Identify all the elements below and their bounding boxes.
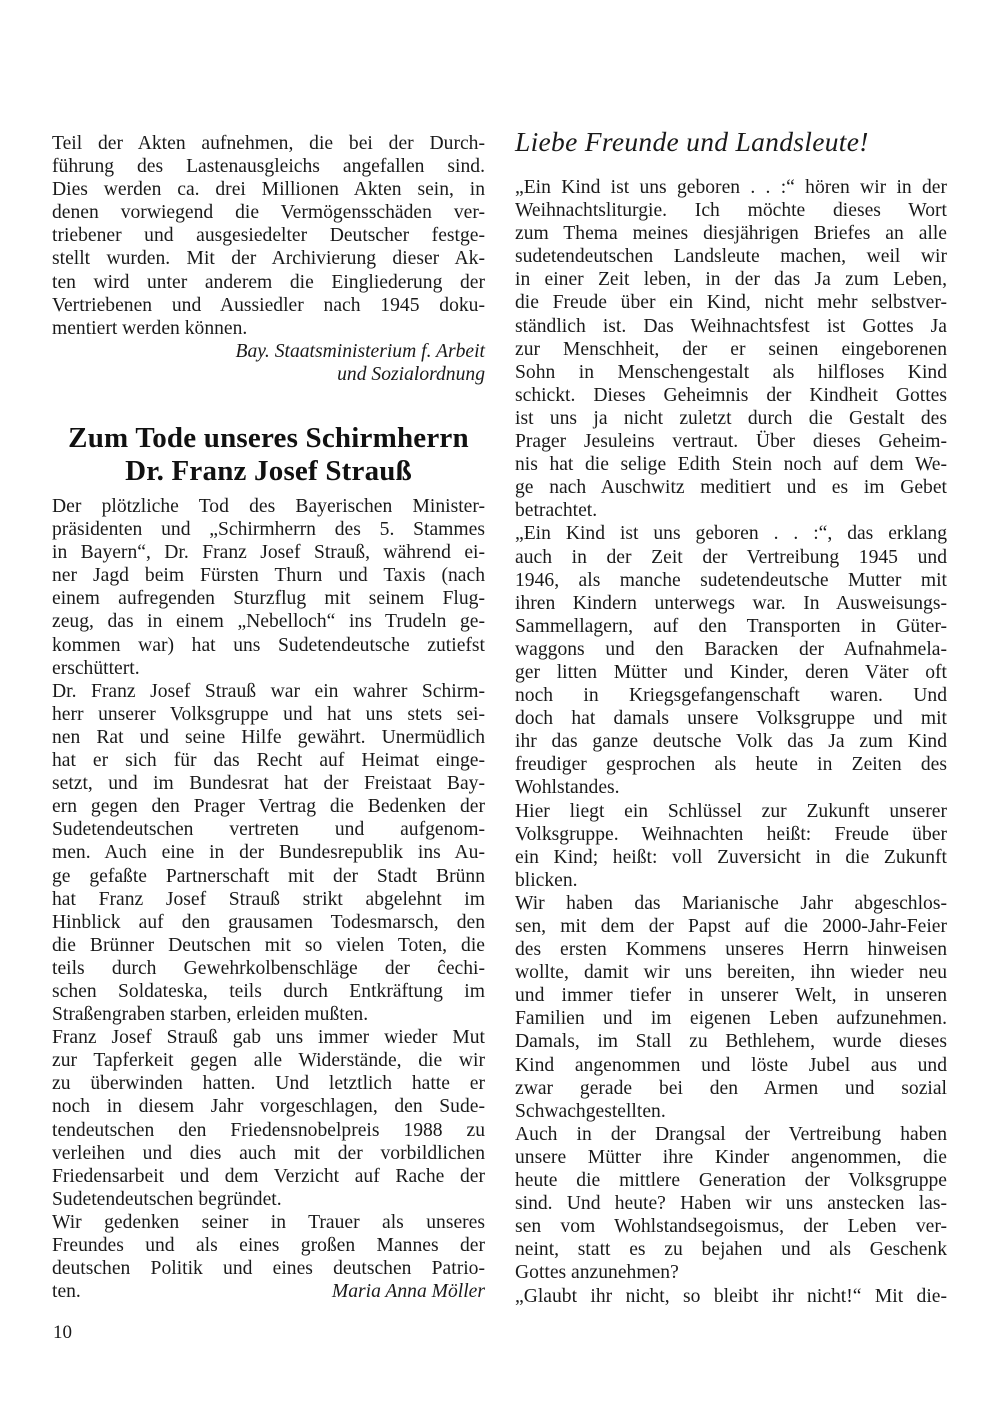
text-line: Franz Josef Strauß gab uns immer wieder Mut (52, 1027, 485, 1049)
text-line: mentiert werden können. (52, 317, 248, 339)
text-line: einem aufregenden Sturzflug mit seinem Flug- (52, 588, 485, 610)
text-line: Straßengraben starben, erleiden mußten. (52, 1004, 369, 1026)
text-line: Volksgruppe. Weihnachten heißt: Freude über (515, 823, 947, 845)
text-line: Sudetendeutschen begründet. (52, 1188, 282, 1210)
text-line: auch in der Zeit der Vertreibung 1945 und (515, 546, 947, 568)
text-line: Damals, im Stall zu Bethlehem, wurde dieses (515, 1031, 947, 1053)
text-line: triebener und ausgesiedelter Deutscher festge- (52, 225, 485, 247)
text-line: die Brünner Deutschen mit so vielen Toten, die (52, 934, 485, 956)
text-line: Gottes anzunehmen? (515, 1262, 679, 1284)
text-line: Prager Jesuleins vertraut. Über dieses Geheim- (515, 431, 947, 453)
text-line: die Freude über ein Kind, nicht mehr selbstver- (515, 292, 947, 314)
text-line: nen Rat und seine Hilfe gewährt. Unermüdlich (52, 726, 485, 748)
text-line: Teil der Akten aufnehmen, die bei der Durch- (52, 133, 485, 154)
text-line: ein Kind; heißt: voll Zuversicht in die Zukunft (515, 846, 947, 868)
text-line: Weihnachtsliturgie. Ich möchte dieses Wort (515, 200, 947, 222)
text-line: hat Franz Josef Strauß strikt abgelehnt im (52, 888, 485, 910)
text-line: zur Tapferkeit gegen alle Widerstände, die wir (52, 1050, 485, 1072)
text-line: stellt wurden. Mit der Archivierung dieser Ak- (52, 248, 485, 270)
text-line: ner Jagd beim Fürsten Thurn und Taxis (nach (52, 565, 485, 587)
text-line: wollte, damit wir uns bereiten, ihn wieder neu (515, 962, 947, 984)
text-line: zum Thema meines diesjährigen Briefes an alle (515, 223, 947, 245)
article-title (52, 422, 485, 488)
text-line: Sudetendeutschen vertreten und aufgenom- (52, 819, 485, 841)
text-line: „Ein Kind ist uns geboren . . :“ hören wir in der (515, 177, 947, 198)
text-line: Friedensarbeit und dem Verzicht auf Rache der (52, 1165, 485, 1187)
text-line: Dies werden ca. drei Millionen Akten sein, in (52, 179, 485, 201)
text-line: neint, statt es zu bejahen und als Geschenk (515, 1239, 947, 1261)
text-line: noch in diesem Jahr vorgeschlagen, den Sude- (52, 1096, 485, 1118)
text-line: sen vom Wohlstandsegoismus, der Leben ver- (515, 1216, 947, 1238)
text-line: ern gegen den Prager Vertrag die Bedenken der (52, 796, 485, 818)
closing-line (52, 1280, 485, 1303)
intro-attribution: Bay. Staatsministerium f. Arbeit (235, 340, 485, 362)
text-line: herr unserer Volksgruppe und hat uns stets sei- (52, 703, 485, 725)
text-line: ihr das ganze deutsche Volk das Ja zum Kind (515, 731, 947, 753)
text-line: zwar gerade bei den Armen und sozial (515, 1077, 947, 1099)
text-line: Schwachgestellten. (515, 1100, 666, 1122)
text-line: ständlich ist. Das Weihnachtsfest ist Gottes Ja (515, 315, 947, 337)
text-line: Wir gedenken seiner in Trauer als unseres (52, 1211, 485, 1233)
text-line: hat er sich für das Recht auf Heimat einge- (52, 750, 485, 772)
text-line: und immer tiefer in unserer Welt, in unseren (515, 985, 947, 1007)
intro-attribution: und Sozialordnung (337, 363, 485, 385)
text-line: men. Auch eine in der Bundesrepublik ins Au- (52, 842, 485, 864)
text-line: des ersten Kommens unseres Herrn hinweisen (515, 939, 947, 961)
text-line: „Glaubt ihr nicht, so bleibt ihr nicht!“ Mit die- (515, 1285, 947, 1307)
text-line: sudetendeutschen Landsleute machen, weil wir (515, 246, 947, 268)
text-line: zu überwinden hatten. Und letztlich hatte er (52, 1073, 485, 1095)
text-line: ist uns ja nicht zuletzt durch die Gestalt des (515, 407, 947, 429)
text-line: Sammellagern, auf den Transporten in Güter- (515, 615, 947, 637)
text-line: Hinblick auf den grausamen Todesmarsch, den (52, 911, 485, 933)
text-line: betrachtet. (515, 500, 598, 522)
text-line: deutschen Politik und eines deutschen Patrio- (52, 1258, 485, 1280)
text-line: Kind angenommen und löste Jubel aus und (515, 1054, 947, 1076)
text-line: doch hat damals unsere Volksgruppe und mit (515, 708, 947, 730)
letter-title: Liebe Freunde und Landsleute! (515, 126, 869, 157)
text-line: Hier liegt ein Schlüssel zur Zukunft unserer (515, 800, 947, 822)
text-line: waggons und den Baracken der Aufnahmela- (515, 638, 947, 660)
final-word: ten. (52, 1281, 81, 1303)
text-line: ge nach Auschwitz meditiert und es im Gebet (515, 477, 947, 499)
text-line: ihren Kindern unterwegs war. In Ausweisungs- (515, 592, 947, 614)
text-line: Wohlstandes. (515, 777, 620, 799)
text-line: Der plötzliche Tod des Bayerischen Minister- (52, 496, 485, 517)
article-title-line: Dr. Franz Josef Strauß (125, 455, 412, 487)
text-line: heute die mittlere Generation der Volksgruppe (515, 1170, 947, 1192)
page-number: 10 (53, 1322, 72, 1343)
article-body (52, 495, 485, 1303)
text-line: Vertriebenen und Aussiedler nach 1945 doku- (52, 294, 485, 316)
text-line: Freundes und als eines großen Mannes der (52, 1235, 485, 1256)
text-line: Dr. Franz Josef Strauß war ein wahrer Schirm- (52, 680, 485, 702)
text-line: „Ein Kind ist uns geboren . . :“, das erklang (515, 523, 947, 545)
text-line: in einer Zeit leben, in der das Ja zum Leben, (515, 269, 947, 291)
text-line: tendeutschen den Friedensnobelpreis 1988 zu (52, 1119, 485, 1141)
text-line: blicken. (515, 869, 578, 891)
text-line: Sohn in Menschengestalt als hilfloses Kind (515, 361, 947, 383)
text-line: noch in Kriegsgefangenschaft waren. Und (515, 685, 947, 707)
text-line: erschüttert. (52, 657, 140, 679)
text-line: sen, mit dem der Papst auf die 2000-Jahr-Feier (515, 916, 947, 937)
text-line: ger litten Mütter und Kinder, deren Väter oft (515, 661, 947, 683)
text-line: setzt, und im Bundesrat hat der Freistaat Bay- (52, 773, 485, 795)
text-line: präsidenten und „Schirmherrn des 5. Stammes (52, 519, 485, 541)
text-line: nis hat die selige Edith Stein noch auf dem We- (515, 454, 947, 476)
article-title-line: Zum Tode unseres Schirmherrn (68, 422, 469, 454)
text-line: zeug, das in einem „Nebelloch“ ins Trudeln ge- (52, 611, 485, 633)
text-line: sind. Und heute? Haben wir uns anstecken las- (515, 1193, 947, 1215)
text-line: schickt. Dieses Geheimnis der Kindheit Gottes (515, 384, 947, 406)
text-line: zur Menschheit, der er seinen eingeborenen (515, 338, 947, 360)
text-line: Auch in der Drangsal der Vertreibung haben (515, 1123, 947, 1145)
text-line: schen Soldateska, teils durch Entkräftung im (52, 980, 485, 1002)
intro-text-block (52, 132, 485, 386)
text-line: in Bayern“, Dr. Franz Josef Strauß, während ei- (52, 542, 485, 564)
text-line: denen vorwiegend die Vermögensschäden ver- (52, 202, 485, 224)
text-line: teils durch Gewehrkolbenschläge der ĉechi- (52, 957, 485, 979)
text-line: verleihen und dies auch mit der vorbildlichen (52, 1142, 485, 1164)
letter-body (515, 176, 947, 1308)
text-line: freudiger gesprochen als heute in Zeiten des (515, 754, 947, 776)
text-line: Wir haben das Marianische Jahr abgeschlos- (515, 892, 947, 914)
text-line: unsere Mütter ihre Kinder angenommen, die (515, 1146, 947, 1168)
text-line: ge gefaßte Partnerschaft mit der Stadt Brünn (52, 865, 485, 887)
article-author: Maria Anna Möller (331, 1281, 485, 1303)
text-line: Familien und im eigenen Leben aufzunehmen. (515, 1008, 947, 1030)
text-line: führung des Lastenausgleichs angefallen sind. (52, 156, 485, 178)
text-line: ten wird unter anderem die Eingliederung der (52, 271, 485, 293)
text-line: kommen war) hat uns Sudetendeutsche zutiefst (52, 634, 485, 656)
text-line: 1946, als manche sudetendeutsche Mutter mit (515, 569, 947, 591)
